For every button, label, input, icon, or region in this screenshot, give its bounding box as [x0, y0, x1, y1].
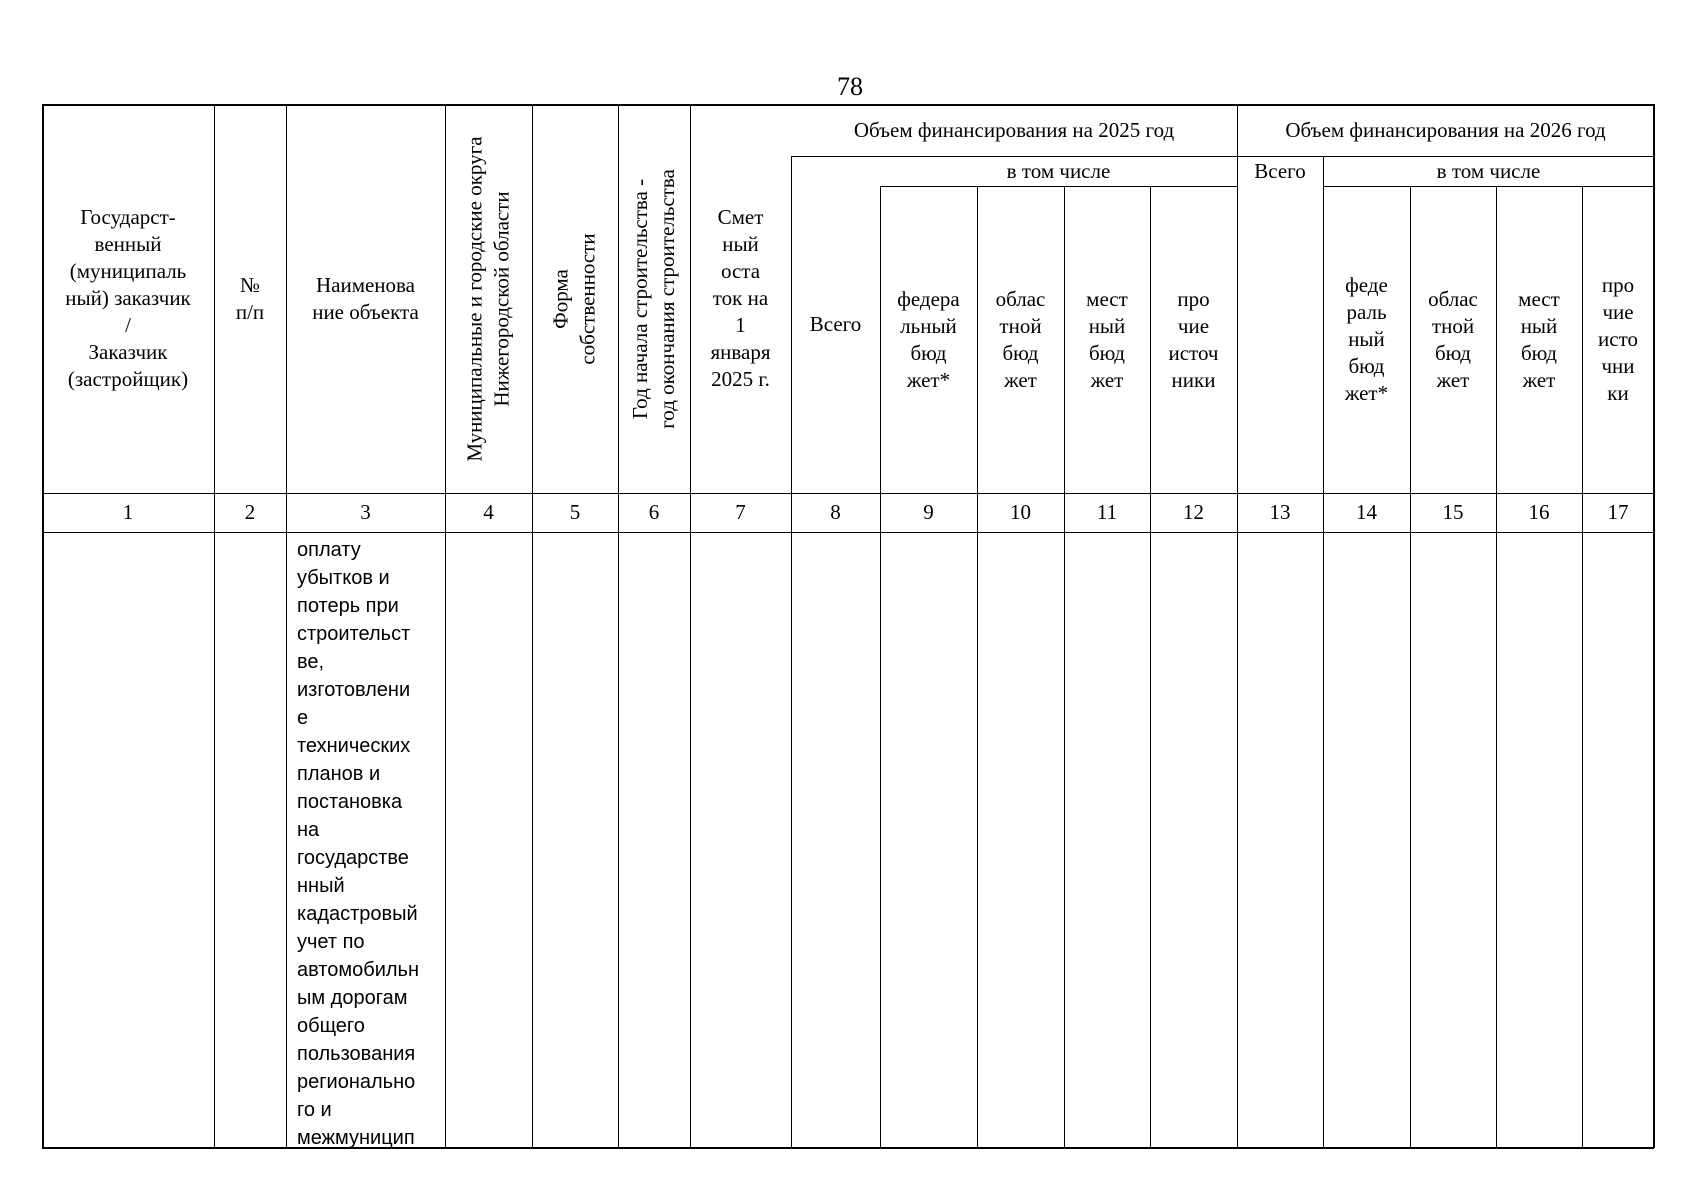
header-regional-2025: облас тной бюд жет — [995, 286, 1046, 392]
header-regional-2026: облас тной бюд жет — [1428, 286, 1478, 392]
column-number: 15 — [1442, 500, 1464, 524]
header-estimate-balance: Смет ный оста ток на 1 января 2025 г. — [710, 205, 771, 391]
header-object-name: Наименова ние объекта — [312, 272, 419, 324]
column-number: 1 — [122, 500, 134, 524]
header-total-2026: Всего — [1254, 158, 1306, 183]
header-federal-2025: федера льный бюд жет* — [897, 286, 960, 392]
column-number: 11 — [1096, 500, 1118, 524]
header-customer: Государст- венный (муниципаль ный) заказчик / Заказчик (застройщик) — [65, 205, 191, 391]
column-number: 4 — [483, 500, 494, 524]
header-construction-years: Год начала строительства - год окончания строительства — [628, 168, 680, 429]
column-number: 16 — [1528, 500, 1550, 524]
header-financing-2026: Объем финансирования на 2026 год — [1285, 117, 1606, 142]
column-number: 14 — [1356, 500, 1377, 524]
header-row-number: № п/п — [235, 272, 265, 324]
column-divider — [1237, 104, 1238, 1148]
column-number: 5 — [569, 500, 581, 524]
header-financing-2025: Объем финансирования на 2025 год — [853, 117, 1175, 142]
column-number: 17 — [1607, 500, 1629, 524]
header-local-2025: мест ный бюд жет — [1086, 286, 1128, 392]
object-name-text: оплату убытков и потерь при строительст ве, изготовлени е технических планов и постановка на государстве нный кадастровый учет по автомобильн ым дорогам общего пользования регионально го и межмуницип — [297, 539, 420, 1149]
column-number: 7 — [735, 500, 746, 524]
table-border-bottom — [42, 1147, 1654, 1149]
column-number: 9 — [923, 500, 934, 524]
header-including-2025: в том числе — [1006, 158, 1111, 183]
column-number: 13 — [1269, 500, 1291, 524]
header-federal-2026: феде раль ный бюд жет* — [1344, 273, 1389, 405]
column-number: 12 — [1183, 500, 1204, 524]
column-number: 8 — [830, 500, 841, 524]
header-local-2026: мест ный бюд жет — [1518, 286, 1560, 392]
column-number: 2 — [244, 500, 256, 524]
column-number: 6 — [648, 500, 660, 524]
page-number: 78 — [837, 72, 863, 101]
header-other-2026: про чие исто чни ки — [1598, 273, 1638, 405]
header-ownership: Форма собственности — [549, 232, 601, 365]
column-number: 3 — [360, 500, 371, 524]
header-other-2025: про чие источ ники — [1168, 286, 1219, 392]
numbers-bottom-divider — [42, 532, 1654, 533]
column-number: 10 — [1010, 500, 1031, 524]
header-municipal: Муниципальные и городские округа Нижегородской области — [462, 135, 514, 462]
header-including-2026: в том числе — [1436, 158, 1541, 183]
header-total-2025: Всего — [809, 312, 862, 336]
financing-table — [42, 104, 1654, 1148]
